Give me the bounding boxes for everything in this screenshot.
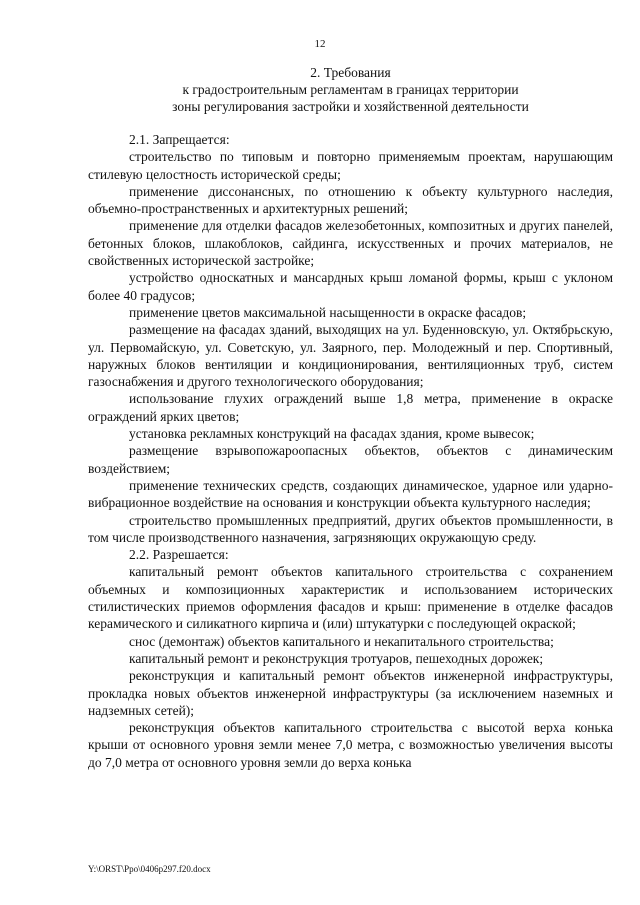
paragraph: снос (демонтаж) объектов капитального и некапитального строительства; <box>129 633 554 649</box>
paragraph: строительство по типовым и повторно применяемым проектам, нарушающим стилевую целостность исторической среды; <box>88 149 613 182</box>
heading-line-1: 2. Требования <box>310 65 391 80</box>
paragraph: реконструкция и капитальный ремонт объектов инженерной инфраструктуры, прокладка новых объектов инженерной инфраструктуры (за исключением наземных и надземных сетей); <box>88 668 613 718</box>
paragraph: применение технических средств, создающих динамическое, ударное или ударно-вибрационное воздействие на основания и конструкции объекта культурного наследия; <box>88 477 613 511</box>
section-heading <box>88 64 613 115</box>
paragraph: размещение на фасадах зданий, выходящих на ул. Буденновскую, ул. Октябрьскую, ул. Первомайскую, ул. Советскую, ул. Заярного, пер. Молодежный и пер. Спортивный, наружных блоков вентиляции и кондиционирования, вентиляционных труб, систем газоснабжения и другого технологического оборудования; <box>88 322 613 390</box>
paragraph: капитальный ремонт и реконструкция тротуаров, пешеходных дорожек; <box>129 650 544 666</box>
paragraph: применение для отделки фасадов железобетонных, композитных и других панелей, бетонных блоков, шлакоблоков, сайдинга, искусственных и прочих материалов, не свойственных исторической застройке; <box>88 218 613 269</box>
heading-line-3: зоны регулирования застройки и хозяйственной деятельности <box>172 99 529 114</box>
paragraph: использование глухих ограждений выше 1,8 метра, применение в окраске ограждений ярких цветов; <box>88 391 613 424</box>
paragraph: реконструкция объектов капитального строительства с высотой верха конька крыши от основного уровня земли менее 7,0 метра, с возможностью увеличения высоты до 7,0 метра от основного уровня земли до верха конька <box>88 720 613 770</box>
document-body <box>88 131 613 771</box>
paragraph: 2.2. Разрешается: <box>129 547 229 563</box>
paragraph: применение диссонансных, по отношению к объекту культурного наследия, объемно-пространственных и архитектурных решений; <box>88 183 613 217</box>
paragraph: 2.1. Запрещается: <box>129 132 230 147</box>
paragraph: строительство промышленных предприятий, других объектов промышленности, в том числе производственного назначения, загрязняющих окружающую среду. <box>88 512 613 545</box>
paragraph: установка рекламных конструкций на фасадах здания, кроме вывесок; <box>129 426 535 442</box>
page-number: 12 <box>314 38 326 50</box>
footer-file-path: Y:\ORST\Ppo\0406p297.f20.docx <box>88 864 211 874</box>
paragraph: применение цветов максимальной насыщенности в окраске фасадов; <box>129 304 527 320</box>
heading-line-2: к градостроительным регламентам в границах территории <box>182 82 519 97</box>
paragraph: размещение взрывопожароопасных объектов, объектов с динамическим воздействием; <box>88 443 613 476</box>
paragraph: устройство односкатных и мансардных крыш ломаной формы, крыш с уклоном более 40 градусов; <box>88 270 613 303</box>
paragraph: капитальный ремонт объектов капитального строительства с сохранением объемных и композиционных характеристик и использованием исторических стилистических приемов оформления фасадов и крыш: применение в отделке фасадов керамического и силикатного кирпича и (или) штукатурки с последующей окраской; <box>88 564 613 632</box>
